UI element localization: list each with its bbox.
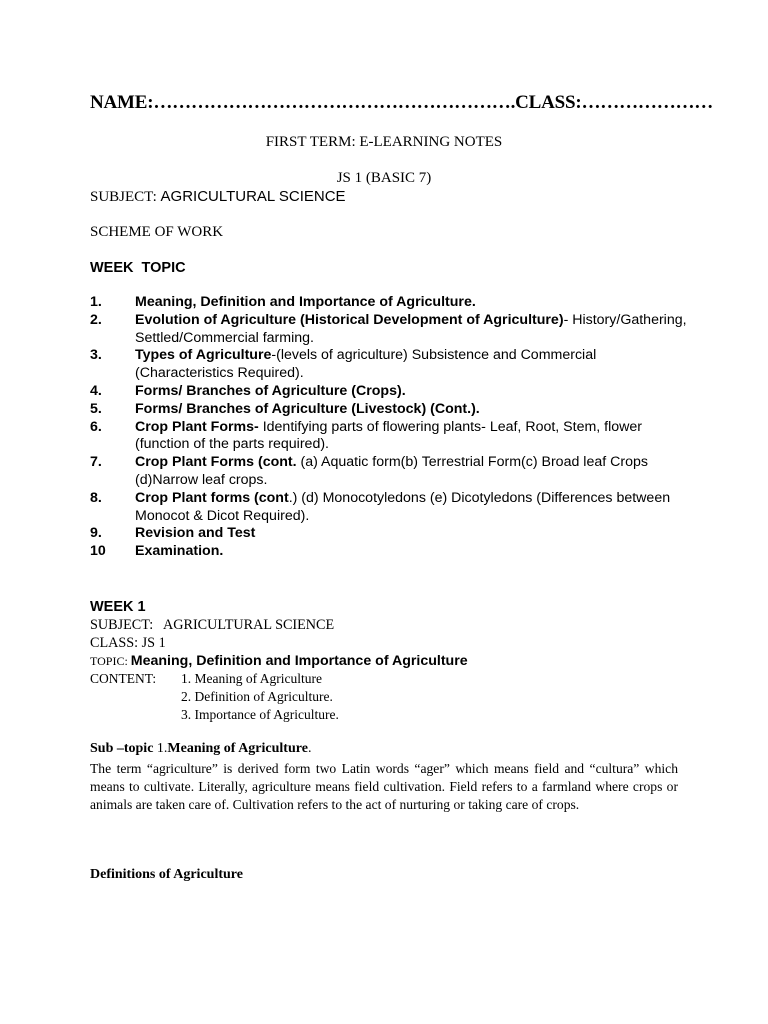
list-item bbox=[90, 490, 690, 526]
subject-label: SUBJECT: bbox=[90, 189, 161, 205]
list-item-rest: -(levels of agriculture) Subsistence and Commercial (Characteristics Required). bbox=[135, 347, 597, 382]
list-item-number: 5. bbox=[90, 400, 102, 417]
name-class-line: NAME:………………………………………………….CLASS:………………… bbox=[90, 92, 714, 113]
content-item: 2. Definition of Agriculture. bbox=[181, 689, 333, 704]
subject-value: AGRICULTURAL SCIENCE bbox=[160, 188, 346, 205]
list-item-text bbox=[135, 401, 690, 419]
scheme-list bbox=[90, 294, 690, 561]
week1-section bbox=[90, 598, 690, 724]
definitions-heading: Definitions of Agriculture bbox=[90, 867, 243, 882]
subtopic-heading bbox=[90, 741, 311, 757]
subject-line bbox=[90, 188, 346, 206]
list-item-text bbox=[135, 543, 690, 561]
week-topic-heading: WEEK TOPIC bbox=[90, 260, 186, 276]
list-item-text bbox=[135, 383, 690, 401]
list-item bbox=[90, 454, 690, 490]
list-item-bold: Crop Plant Forms- bbox=[135, 418, 263, 435]
list-item-number: 10 bbox=[90, 543, 106, 560]
list-item-rest: (a) Aquatic form(b) Terrestrial Form(c) Broad leaf Crops (d)Narrow leaf crops. bbox=[135, 454, 648, 488]
list-item-rest: .) (d) Monocotyledons (e) Dicotyledons (Differences between Monocot & Dicot Required). bbox=[135, 489, 671, 524]
list-item-number: 7. bbox=[90, 454, 102, 471]
list-item bbox=[90, 419, 690, 455]
list-item-bold: Forms/ Branches of Agriculture (Livestock) (Cont.). bbox=[135, 400, 480, 417]
meaning-paragraph: The term “agriculture” is derived form two Latin words “ager” which means field and “cultura” which means to cultivate. Literally, agriculture means field cultivation. Field refers to a farmland where crops or animals are taken care of. Cultivation refers to the act of nurturing or taking care of crops. bbox=[90, 761, 678, 812]
subtopic-title: Meaning of Agriculture bbox=[167, 741, 308, 756]
topic-value: Meaning, Definition and Importance of Agriculture bbox=[130, 653, 468, 669]
list-item-text bbox=[135, 419, 690, 455]
list-item bbox=[90, 383, 690, 401]
list-item bbox=[90, 294, 690, 312]
week1-heading: WEEK 1 bbox=[90, 599, 146, 615]
list-item bbox=[90, 543, 690, 561]
list-item-bold: Types of Agriculture bbox=[135, 347, 272, 364]
list-item bbox=[90, 525, 690, 543]
list-item bbox=[90, 347, 690, 383]
class-heading: JS 1 (BASIC 7) bbox=[336, 170, 432, 186]
list-item bbox=[90, 401, 690, 419]
subtopic-suffix: . bbox=[307, 741, 312, 756]
list-item-rest: - History/Gathering, Settled/Commercial farming. bbox=[135, 311, 687, 346]
week1-content bbox=[90, 670, 690, 724]
week1-subject: SUBJECT: AGRICULTURAL SCIENCE bbox=[90, 617, 335, 633]
list-item-bold: Forms/ Branches of Agriculture (Crops). bbox=[135, 382, 406, 399]
list-item-number: 9. bbox=[90, 525, 102, 542]
content-label: CONTENT: bbox=[90, 671, 157, 686]
list-item-bold: Meaning, Definition and Importance of Agriculture. bbox=[135, 294, 476, 310]
content-items bbox=[181, 670, 339, 724]
list-item-bold: Examination. bbox=[135, 543, 224, 560]
list-item-bold: Crop Plant forms (cont bbox=[135, 489, 289, 506]
list-item bbox=[90, 312, 690, 348]
week1-class: CLASS: JS 1 bbox=[90, 635, 166, 651]
list-item-number: 4. bbox=[90, 382, 102, 399]
content-item: 1. Meaning of Agriculture bbox=[181, 671, 322, 686]
subtopic-prefix: Sub –topic bbox=[90, 741, 157, 756]
list-item-bold: Evolution of Agriculture (Historical Development of Agriculture) bbox=[135, 311, 564, 328]
list-item-number: 1. bbox=[90, 294, 102, 310]
list-item-number: 3. bbox=[90, 347, 102, 364]
list-item-text bbox=[135, 454, 690, 490]
list-item-text bbox=[135, 525, 690, 543]
list-item-text bbox=[135, 347, 690, 383]
document-title: FIRST TERM: E-LEARNING NOTES bbox=[265, 134, 503, 150]
list-item-number: 6. bbox=[90, 418, 102, 435]
list-item-bold: Crop Plant Forms (cont. bbox=[135, 454, 301, 471]
scheme-heading: SCHEME OF WORK bbox=[90, 224, 224, 240]
list-item-text bbox=[135, 490, 690, 526]
list-item-rest: Identifying parts of flowering plants- Leaf, Root, Stem, flower (function of the parts required). bbox=[135, 418, 643, 453]
list-item-bold: Revision and Test bbox=[135, 525, 256, 542]
content-item: 3. Importance of Agriculture. bbox=[181, 707, 339, 722]
week1-topic bbox=[90, 652, 690, 670]
list-item-text bbox=[135, 294, 690, 312]
topic-label: TOPIC: bbox=[90, 654, 131, 668]
list-item-number: 2. bbox=[90, 311, 102, 328]
subtopic-number: 1. bbox=[156, 741, 168, 756]
list-item-number: 8. bbox=[90, 489, 102, 506]
list-item-text bbox=[135, 312, 690, 348]
